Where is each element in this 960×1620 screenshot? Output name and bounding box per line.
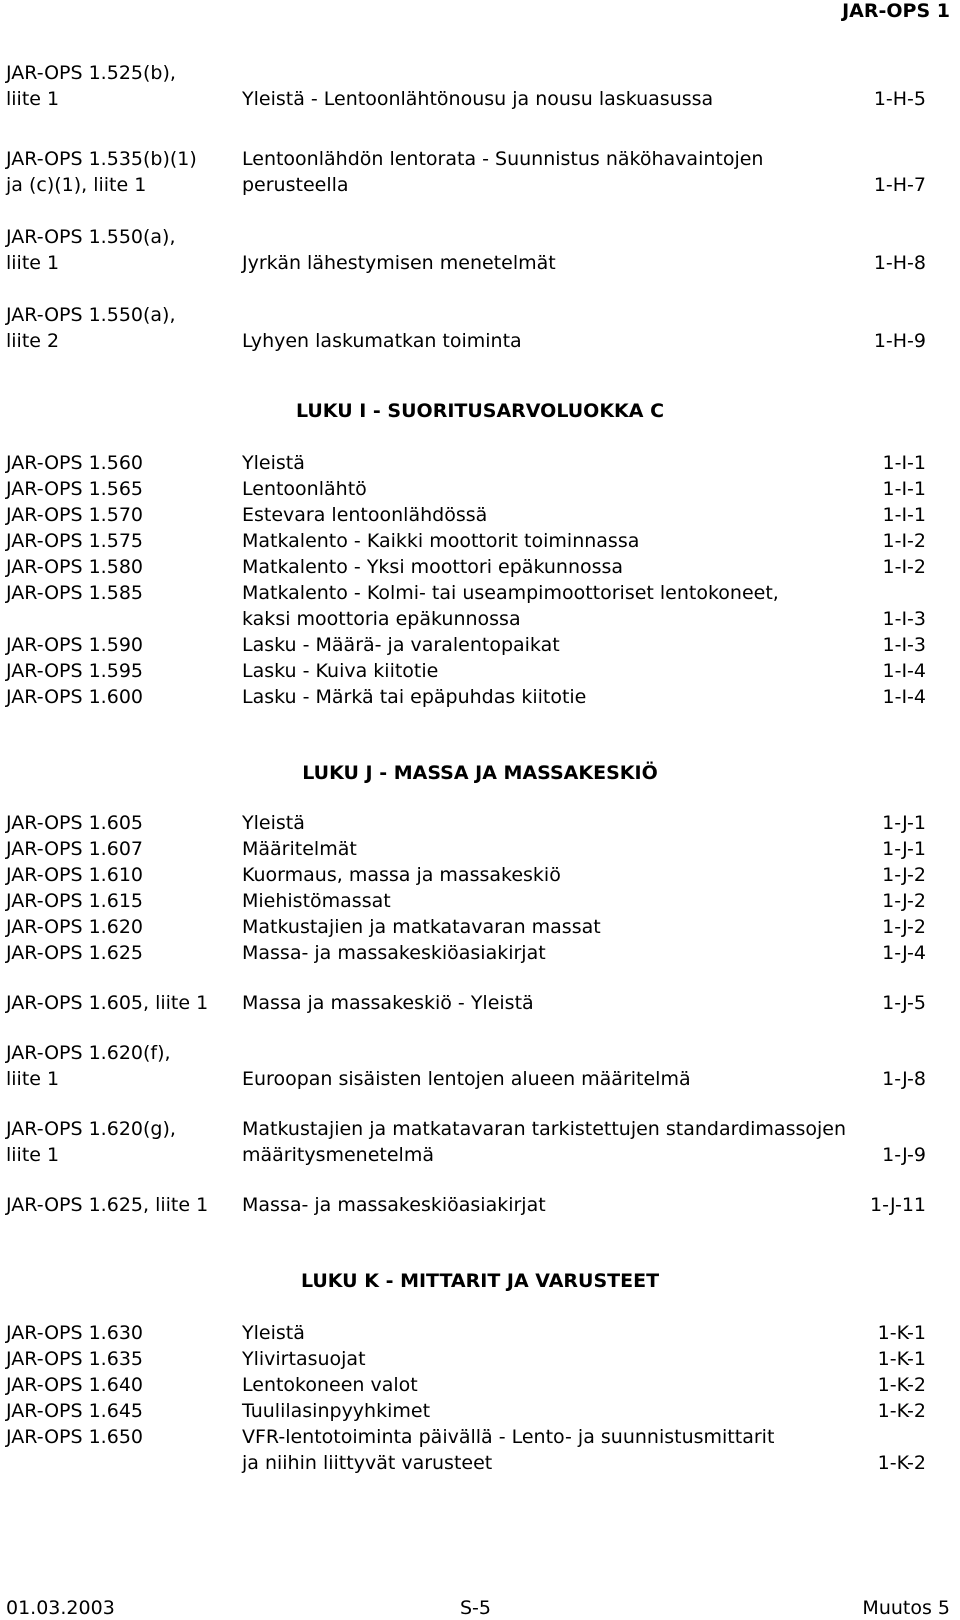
- toc-ref: liite 1: [6, 1144, 60, 1166]
- toc-page: 1-H-9: [873, 330, 926, 352]
- toc-row: [0, 1192, 960, 1218]
- toc-ref: JAR-OPS 1.625, liite 1: [6, 1194, 209, 1216]
- toc-ref: JAR-OPS 1.600: [6, 686, 143, 708]
- toc-row: [0, 146, 960, 172]
- toc-title: Lyhyen laskumatkan toiminta: [242, 330, 522, 352]
- toc-page: 1-I-3: [882, 608, 926, 630]
- toc-ref: ja (c)(1), liite 1: [6, 174, 147, 196]
- toc-title: Matkustajien ja matkatavaran tarkistettujen standardimassojen: [242, 1118, 847, 1140]
- document-header: JAR-OPS 1: [842, 0, 950, 22]
- toc-title: Lentokoneen valot: [242, 1374, 418, 1396]
- toc-page: 1-J-8: [882, 1068, 926, 1090]
- toc-title: Yleistä: [242, 452, 305, 474]
- toc-page: 1-H-5: [873, 88, 926, 110]
- toc-page: 1-J-11: [870, 1194, 926, 1216]
- toc-ref: JAR-OPS 1.560: [6, 452, 143, 474]
- toc-ref: JAR-OPS 1.525(b),: [6, 62, 176, 84]
- toc-page: 1-K-2: [877, 1400, 926, 1422]
- page-footer: [0, 1596, 960, 1620]
- toc-ref: JAR-OPS 1.580: [6, 556, 143, 578]
- toc-title: Matkalento - Kolmi- tai useampimoottoriset lentokoneet,: [242, 582, 779, 604]
- toc-page: 1-I-4: [882, 686, 926, 708]
- toc-row: [0, 450, 960, 476]
- toc-row: [0, 1320, 960, 1346]
- toc-page: 1-J-2: [882, 916, 926, 938]
- toc-ref: JAR-OPS 1.590: [6, 634, 143, 656]
- footer-page-number: S-5: [460, 1597, 492, 1619]
- toc-title: Lentoonlähtö: [242, 478, 367, 500]
- toc-title: Matkustajien ja matkatavaran massat: [242, 916, 601, 938]
- toc-ref: JAR-OPS 1.605: [6, 812, 143, 834]
- toc-ref: liite 1: [6, 252, 60, 274]
- toc-title: Miehistömassat: [242, 890, 391, 912]
- toc-page: 1-J-9: [882, 1144, 926, 1166]
- toc-page: 1-H-8: [873, 252, 926, 274]
- toc-page: 1-I-1: [882, 452, 926, 474]
- toc-row: [0, 1066, 960, 1092]
- toc-title: VFR-lentotoiminta päivällä - Lento- ja suunnistusmittarit: [242, 1426, 775, 1448]
- toc-page: 1-I-3: [882, 634, 926, 656]
- toc-ref: JAR-OPS 1.550(a),: [6, 304, 176, 326]
- toc-row: [0, 1424, 960, 1450]
- toc-ref: liite 1: [6, 1068, 60, 1090]
- toc-page: 1-I-1: [882, 504, 926, 526]
- toc-ref: JAR-OPS 1.575: [6, 530, 143, 552]
- toc-row: [0, 224, 960, 250]
- toc-title: Yleistä: [242, 812, 305, 834]
- toc-ref: JAR-OPS 1.635: [6, 1348, 143, 1370]
- toc-row: [0, 328, 960, 354]
- toc-ref: JAR-OPS 1.650: [6, 1426, 143, 1448]
- toc-page: 1-J-1: [882, 838, 926, 860]
- toc-ref: JAR-OPS 1.625: [6, 942, 143, 964]
- toc-page: 1-K-2: [877, 1374, 926, 1396]
- toc-page: 1-H-7: [873, 174, 926, 196]
- toc-page: 1-K-1: [877, 1348, 926, 1370]
- toc-row: [0, 632, 960, 658]
- toc-title: Jyrkän lähestymisen menetelmät: [242, 252, 556, 274]
- toc-title: Lentoonlähdön lentorata - Suunnistus näköhavaintojen: [242, 148, 764, 170]
- toc-row: [0, 1142, 960, 1168]
- toc-ref: liite 1: [6, 88, 60, 110]
- toc-ref: JAR-OPS 1.645: [6, 1400, 143, 1422]
- section-heading: LUKU K - MITTARIT JA VARUSTEET: [300, 1270, 660, 1292]
- section-heading: LUKU J - MASSA JA MASSAKESKIÖ: [302, 762, 658, 784]
- toc-title: kaksi moottoria epäkunnossa: [242, 608, 521, 630]
- toc-title: Massa ja massakeskiö - Yleistä: [242, 992, 534, 1014]
- toc-row: [0, 502, 960, 528]
- toc-title: Matkalento - Yksi moottori epäkunnossa: [242, 556, 624, 578]
- toc-title: Lasku - Kuiva kiitotie: [242, 660, 439, 682]
- toc-ref: liite 2: [6, 330, 60, 352]
- toc-title: Lasku - Märkä tai epäpuhdas kiitotie: [242, 686, 587, 708]
- toc-ref: JAR-OPS 1.615: [6, 890, 143, 912]
- toc-row: [0, 914, 960, 940]
- toc-ref: JAR-OPS 1.620(f),: [6, 1042, 171, 1064]
- toc-row: [0, 1040, 960, 1066]
- toc-title: Massa- ja massakeskiöasiakirjat: [242, 1194, 546, 1216]
- toc-row: [0, 60, 960, 86]
- toc-page: 1-J-2: [882, 890, 926, 912]
- toc-row: [0, 580, 960, 606]
- toc-title: Estevara lentoonlähdössä: [242, 504, 488, 526]
- toc-page: 1-K-2: [877, 1452, 926, 1474]
- toc-title: Massa- ja massakeskiöasiakirjat: [242, 942, 546, 964]
- toc-title: Ylivirtasuojat: [242, 1348, 366, 1370]
- toc-title: Lasku - Määrä- ja varalentopaikat: [242, 634, 560, 656]
- footer-date: 01.03.2003: [6, 1597, 115, 1619]
- toc-row: [0, 684, 960, 710]
- toc-ref: JAR-OPS 1.610: [6, 864, 143, 886]
- toc-ref: JAR-OPS 1.605, liite 1: [6, 992, 209, 1014]
- toc-row: [0, 606, 960, 632]
- toc-row: [0, 302, 960, 328]
- toc-row: [0, 1398, 960, 1424]
- toc-page: 1-I-1: [882, 478, 926, 500]
- toc-ref: JAR-OPS 1.550(a),: [6, 226, 176, 248]
- toc-page: 1-I-4: [882, 660, 926, 682]
- toc-ref: JAR-OPS 1.620: [6, 916, 143, 938]
- toc-title: määritysmenetelmä: [242, 1144, 434, 1166]
- toc-row: [0, 940, 960, 966]
- toc-page: 1-K-1: [877, 1322, 926, 1344]
- toc-title: Yleistä - Lentoonlähtönousu ja nousu laskuasussa: [242, 88, 714, 110]
- toc-row: [0, 528, 960, 554]
- toc-ref: JAR-OPS 1.607: [6, 838, 143, 860]
- toc-page: 1-J-5: [882, 992, 926, 1014]
- toc-page: 1-I-2: [882, 556, 926, 578]
- toc-row: [0, 888, 960, 914]
- toc-ref: JAR-OPS 1.585: [6, 582, 143, 604]
- toc-page: 1-J-4: [882, 942, 926, 964]
- toc-ref: JAR-OPS 1.620(g),: [6, 1118, 176, 1140]
- toc-row: [0, 172, 960, 198]
- toc-page: 1-J-2: [882, 864, 926, 886]
- footer-revision: Muutos 5: [862, 1597, 950, 1619]
- toc-row: [0, 810, 960, 836]
- toc-row: [0, 658, 960, 684]
- toc-page: 1-I-2: [882, 530, 926, 552]
- toc-ref: JAR-OPS 1.630: [6, 1322, 143, 1344]
- toc-row: [0, 554, 960, 580]
- toc-row: [0, 862, 960, 888]
- toc-ref: JAR-OPS 1.570: [6, 504, 143, 526]
- toc-title: Euroopan sisäisten lentojen alueen määritelmä: [242, 1068, 691, 1090]
- toc-title: Yleistä: [242, 1322, 305, 1344]
- toc-ref: JAR-OPS 1.595: [6, 660, 143, 682]
- toc-row: [0, 1450, 960, 1476]
- toc-title: Tuulilasinpyyhkimet: [242, 1400, 431, 1422]
- toc-row: [0, 1372, 960, 1398]
- toc-title: ja niihin liittyvät varusteet: [242, 1452, 493, 1474]
- toc-title: Kuormaus, massa ja massakeskiö: [242, 864, 561, 886]
- toc-title: Matkalento - Kaikki moottorit toiminnassa: [242, 530, 640, 552]
- toc-title: Määritelmät: [242, 838, 357, 860]
- toc-title: perusteella: [242, 174, 349, 196]
- toc-row: [0, 250, 960, 276]
- toc-row: [0, 476, 960, 502]
- toc-ref: JAR-OPS 1.535(b)(1): [6, 148, 197, 170]
- toc-row: [0, 836, 960, 862]
- toc-row: [0, 86, 960, 112]
- toc-ref: JAR-OPS 1.640: [6, 1374, 143, 1396]
- toc-row: [0, 990, 960, 1016]
- toc-ref: JAR-OPS 1.565: [6, 478, 143, 500]
- toc-page: 1-J-1: [882, 812, 926, 834]
- section-heading: LUKU I - SUORITUSARVOLUOKKA C: [295, 400, 665, 422]
- toc-row: [0, 1346, 960, 1372]
- toc-row: [0, 1116, 960, 1142]
